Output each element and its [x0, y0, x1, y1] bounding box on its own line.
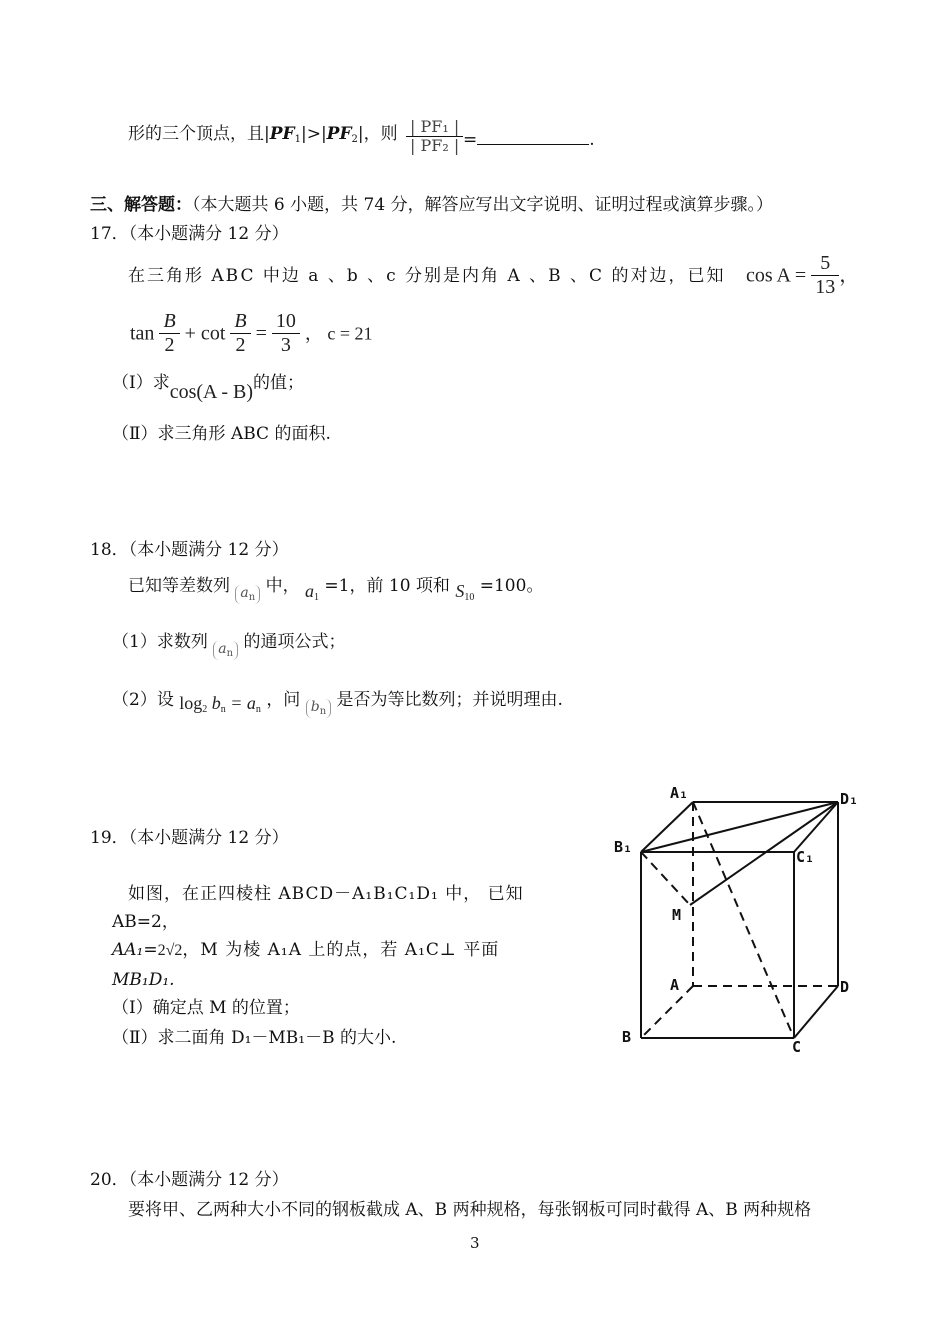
S-letter: S: [455, 581, 465, 601]
cot-den: 2: [235, 334, 246, 356]
edge-B1D1: [641, 802, 838, 852]
q17-tan-expr: [130, 310, 373, 357]
section3-heading: [90, 197, 773, 214]
q20-header: 20．（本小题满分 12 分）: [90, 1170, 289, 1190]
q19-line2: AB=2，: [112, 912, 179, 932]
q19-line3-b: ，M 为棱 A₁A 上的点，若 A₁C⊥ 平面: [182, 940, 500, 960]
label-B1: B₁: [614, 838, 633, 856]
an2-a: a: [218, 641, 227, 657]
prev-question-line: [128, 126, 398, 145]
q18-part2-a: （2）设: [112, 690, 174, 710]
tan-text: tan: [130, 322, 155, 345]
edge-CD: [794, 986, 838, 1038]
tan-eq: =: [255, 322, 267, 345]
cosA-comma: ，: [839, 264, 860, 287]
bn2-b: b: [310, 699, 320, 715]
q18-part2-c: 是否为等比数列；并说明理由.: [336, 690, 563, 710]
q18-line1-b: 中，: [265, 576, 300, 596]
edge-AB: [641, 986, 693, 1038]
q19-line4: MB₁D₁.: [112, 970, 175, 990]
label-D1: D₁: [840, 790, 859, 808]
bn-eq: = a: [225, 693, 256, 713]
prism-hidden-edges: [641, 802, 838, 1038]
S-eq: =100。: [474, 576, 544, 596]
answer-blank: [477, 128, 589, 145]
q17-part2: （Ⅱ）求三角形 ABC 的面积.: [112, 424, 331, 444]
q20-line1: 要将甲、乙两种大小不同的钢板截成 A、B 两种规格，每张钢板可同时截得 A、B 两种规格: [128, 1200, 812, 1220]
prev-text-b: |，则: [357, 124, 398, 144]
section3-title: 三、解答题：: [90, 195, 192, 215]
a1-eq: =1，前 10 项和: [319, 576, 450, 596]
q17-part1-math: cos(A - B): [169, 381, 254, 403]
q18-part1-b: 的通项公式；: [243, 632, 346, 652]
pf2-sub: 2: [351, 134, 358, 145]
plus-cot-text: + cot: [184, 322, 226, 345]
an2-n: n: [226, 648, 234, 659]
q18-part1: [112, 632, 346, 659]
prev-end: .: [589, 130, 595, 150]
q18-line1: [128, 576, 544, 603]
q18-header: 18．（本小题满分 12 分）: [90, 540, 289, 560]
prev-answer-blank: [463, 128, 595, 149]
q19-line1: 如图，在正四棱柱 ABCD－A₁B₁C₁D₁ 中， 已知: [128, 884, 524, 904]
ten-num: 10: [272, 310, 300, 334]
an-a: a: [240, 585, 249, 601]
seq-bn-brace: [306, 699, 331, 718]
seq-an-brace-2: [213, 641, 238, 660]
q18-line1-a: 已知等差数列: [128, 576, 230, 596]
bn-eq-n: n: [255, 704, 261, 715]
bn-n: n: [220, 704, 226, 715]
a1-sub: 1: [314, 592, 320, 603]
prev-fraction: [406, 118, 463, 156]
an-n: n: [248, 592, 256, 603]
prev-frac-num: | PF₁ |: [406, 118, 463, 137]
tan-den: 2: [164, 334, 175, 356]
q19-line3: [112, 942, 499, 959]
q17-line1: 在三角形 ABC 中边 a 、b 、c 分别是内角 A 、B 、C 的对边，已知: [128, 266, 726, 286]
edge-MD1: [690, 802, 838, 905]
prev-eq: =: [463, 130, 478, 150]
a1-a: a: [305, 581, 315, 601]
section3-desc: （本大题共 6 小题，共 74 分，解答应写出文字说明、证明过程或演算步骤。）: [192, 195, 774, 215]
bn-b: b: [207, 693, 221, 713]
q19-header: 19．（本小题满分 12 分）: [90, 828, 289, 848]
q18-part2-b: ，问: [266, 690, 301, 710]
label-A1: A₁: [670, 784, 689, 802]
cosA-num: 5: [811, 252, 839, 276]
prev-frac-den: | PF₂ |: [410, 136, 460, 156]
q19-part1: （Ⅰ）确定点 M 的位置；: [112, 998, 300, 1018]
pf1-text: PF: [269, 124, 295, 144]
label-M: M: [672, 906, 682, 924]
q19-line3-a: AA₁=: [112, 940, 158, 960]
q17-header: 17．（本小题满分 12 分）: [90, 224, 289, 244]
prev-text-a: 形的三个顶点，且|: [128, 124, 270, 144]
c-eq-text: ， c = 21: [304, 323, 373, 344]
cosA-den: 13: [815, 276, 836, 298]
prism-solid-edges: [641, 802, 838, 1038]
cosA-text: cos A =: [746, 264, 807, 287]
label-D: D: [840, 978, 850, 996]
q18-part1-a: （1）求数列: [112, 632, 208, 652]
q17-part1-b: 的值；: [253, 373, 305, 393]
edge-A1C: [693, 802, 794, 1038]
edge-B1M: [641, 852, 690, 905]
pf1-sub: 1: [294, 134, 301, 145]
q17-part1: [112, 372, 305, 403]
label-B: B: [622, 1028, 632, 1046]
q17-cosA: [746, 252, 859, 299]
log-sub: 2: [202, 704, 208, 715]
prism-figure: [610, 780, 880, 1060]
label-C: C: [792, 1038, 802, 1056]
q18-part2: [112, 690, 563, 717]
pf2-text: PF: [326, 124, 352, 144]
tan-num: B: [159, 310, 179, 334]
bn2-n: n: [319, 706, 327, 717]
log-text: log: [179, 693, 203, 713]
S-sub: 10: [464, 592, 475, 603]
page-number: 3: [470, 1234, 480, 1252]
seq-an-brace: [235, 585, 260, 604]
q19-line3-val: 2√2: [157, 942, 183, 959]
label-C1: C₁: [796, 848, 815, 866]
q19-part2: （Ⅱ）求二面角 D₁－MB₁－B 的大小.: [112, 1028, 397, 1048]
q17-part1-a: （Ⅰ）求: [112, 373, 170, 393]
prev-gt: |>|: [300, 124, 327, 144]
three-den: 3: [280, 334, 291, 356]
label-A: A: [670, 976, 680, 994]
cot-num: B: [230, 310, 250, 334]
